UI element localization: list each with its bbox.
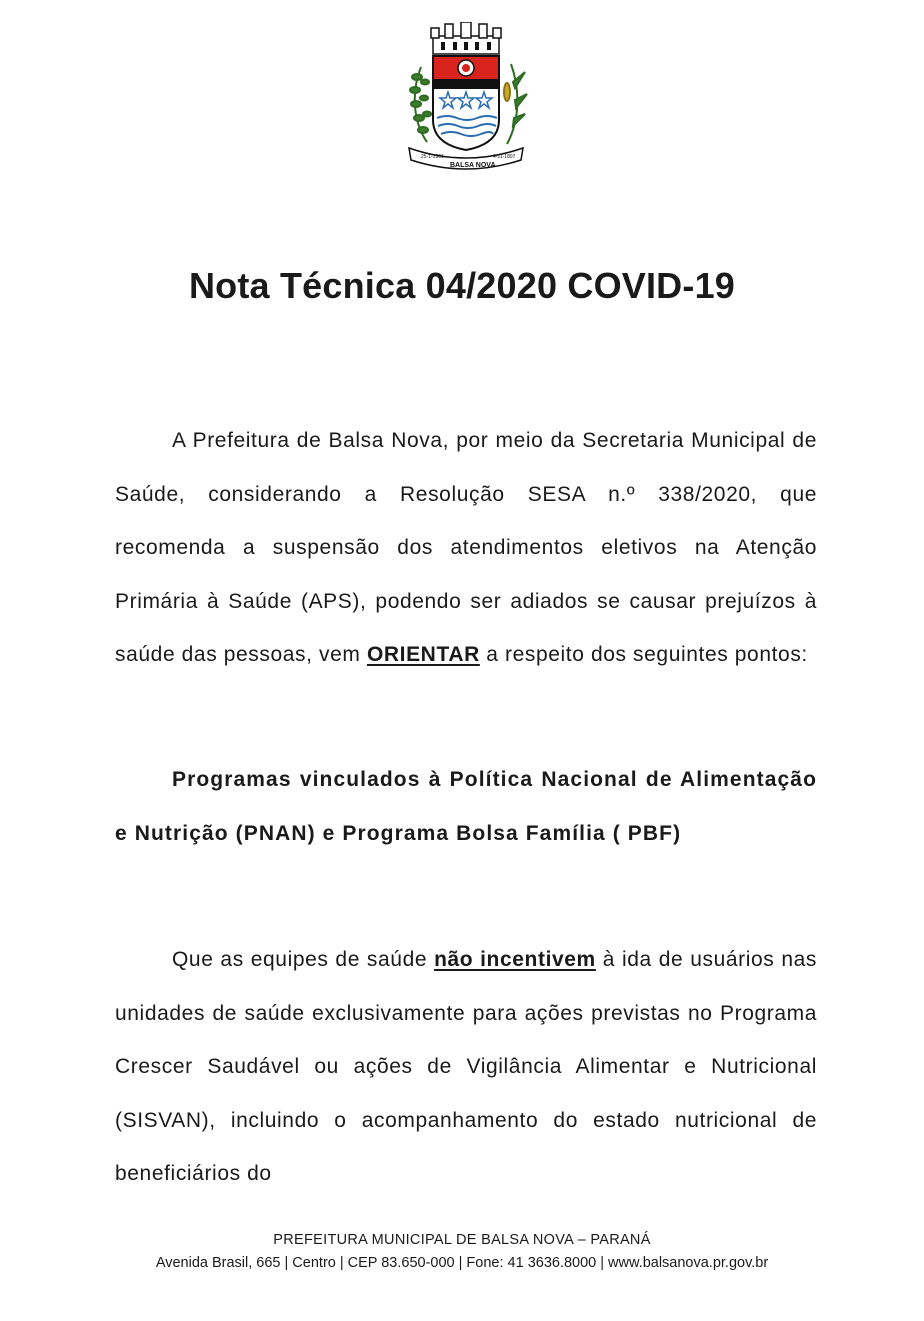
guidance-text-end: à ida de usuários nas unidades de saúde exclusivamente para ações previstas no Programa Crescer Saudável ou ações de Vigilância Alimentar e Nutricional (SISVAN), incluindo o acompanhamento do estado nutricional de beneficiários do xyxy=(115,948,817,1185)
intro-text-start: A Prefeitura de Balsa Nova, por meio da Secretaria Municipal de Saúde, considerando a Resolução SESA n.º 338/2020, que recomenda a suspensão dos atendimentos eletivos na Atenção Primária à Saúde (APS), podendo ser adiados se causar prejuízos à saúde das pessoas, vem xyxy=(115,429,817,666)
svg-text:25-1-1961: 25-1-1961 xyxy=(421,154,444,160)
section-heading: Programas vinculados à Política Nacional de Alimentação e Nutrição (PNAN) e Programa Bolsa Família ( PBF) xyxy=(115,768,817,845)
footer-institution: PREFEITURA MUNICIPAL DE BALSA NOVA – PARANÁ xyxy=(273,1232,651,1248)
footer-address: Avenida Brasil, 665 | Centro | CEP 83.650-000 | Fone: 41 3636.8000 | www.balsanova.pr.gov.br xyxy=(155,1255,769,1271)
guidance-text-start: Que as equipes de saúde xyxy=(172,948,435,971)
nao-incentivem-emphasis: não incentivem xyxy=(434,948,596,971)
orientar-emphasis: ORIENTAR xyxy=(366,643,480,666)
guidance-paragraph xyxy=(115,933,817,1201)
svg-text:BALSA NOVA: BALSA NOVA xyxy=(450,162,496,169)
document-title: Nota Técnica 04/2020 COVID-19 xyxy=(188,265,736,306)
svg-text:4-11-1897: 4-11-1897 xyxy=(493,154,516,160)
brasao-balsa-nova-icon xyxy=(403,22,529,172)
intro-paragraph xyxy=(115,414,817,682)
intro-text-end: a respeito dos seguintes pontos: xyxy=(479,643,808,666)
